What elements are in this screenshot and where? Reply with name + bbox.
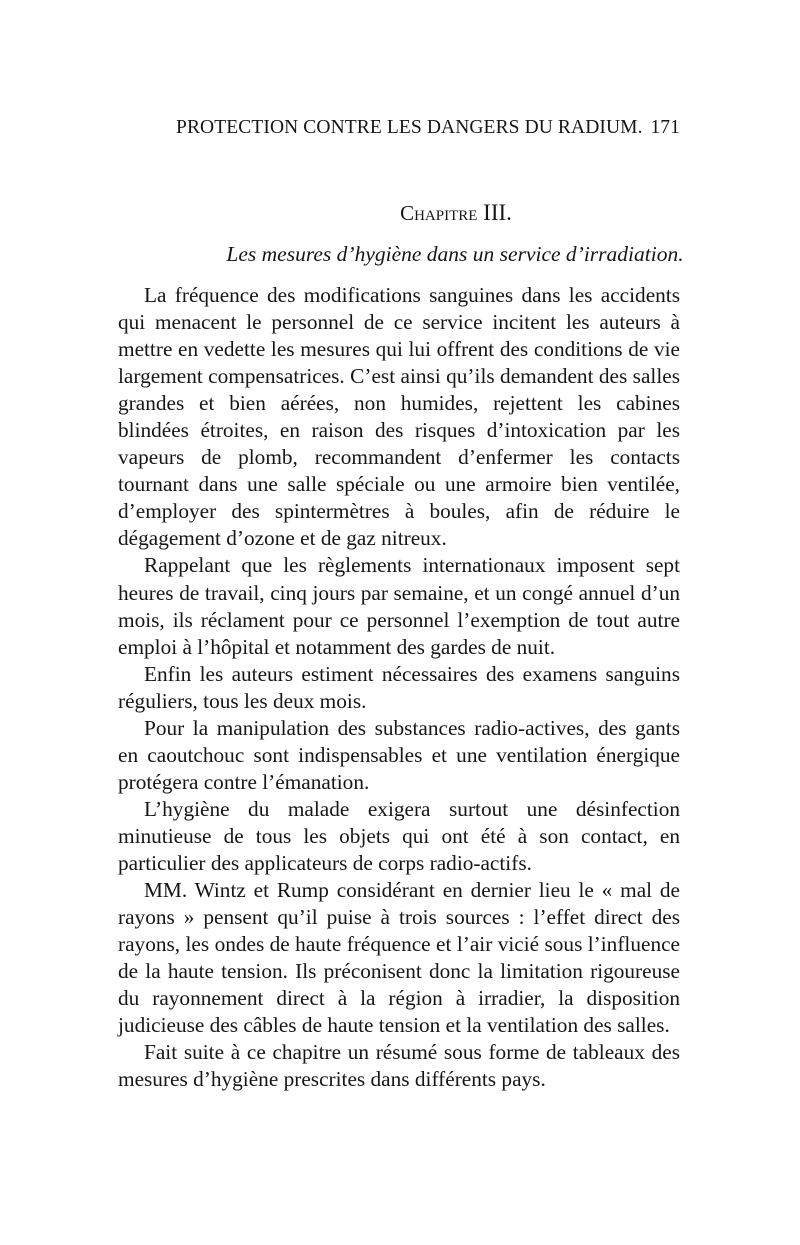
body-text [118, 282, 680, 1093]
paragraph: Pour la manipulation des substances radio-actives, des gants en caoutchouc sont indispensables et une ventilation énergique protégera contre l’émanation. [118, 715, 680, 794]
running-head-title: PROTECTION CONTRE LES DANGERS DU RADIUM. [176, 117, 643, 138]
paragraph: L’hygiène du malade exigera surtout une désinfection minutieuse de tous les objets qui ont été à son contact, en particulier des applicateurs de corps radio-actifs. [118, 796, 680, 875]
paragraph: La fréquence des modifications sanguines dans les accidents qui menacent le personnel de ce service incitent les auteurs à mettre en vedette les mesures qui lui offrent des conditions de vie largement compensatrices. C’est ainsi qu’ils demandent des salles grandes et bien aérées, non humides, rejettent les cabines blindées étroites, en raison des risques d’intoxication par les vapeurs de plomb, recommandent d’enfermer les contacts tournant dans une salle spéciale ou une armoire bien ventilée, d’employer des spintermètres à boules, afin de réduire le dégagement d’ozone et de gaz nitreux. [118, 283, 680, 551]
chapter-heading [0, 196, 800, 230]
paragraph: Enfin les auteurs estiment nécessaires des examens sanguins réguliers, tous les deux mois. [118, 661, 680, 713]
chapter-number: III. [483, 200, 512, 225]
paragraph: Rappelant que les règlements internationaux imposent sept heures de travail, cinq jours par semaine, et un congé annuel d’un mois, ils réclament pour ce personnel l’exemption de tout autre emploi à l’hôpital et notamment des gardes de nuit. [118, 553, 680, 659]
chapter-label: Chapitre [400, 201, 478, 225]
paragraph: Fait suite à ce chapitre un résumé sous forme de tableaux des mesures d’hygiène prescrites dans différents pays. [118, 1040, 680, 1092]
page-number: 171 [650, 117, 680, 138]
paragraph: MM. Wintz et Rump considérant en dernier lieu le « mal de rayons » pensent qu’il puise à trois sources : l’effet direct des rayons, les ondes de haute fréquence et l’air vicié sous l’influence de la haute tension. Ils préconisent donc la limitation rigoureuse du rayonnement direct à la région à irradier, la disposition judicieuse des câbles de haute tension et la ventilation des salles. [118, 878, 680, 1038]
running-head [176, 113, 680, 143]
chapter-subtitle: Les mesures d’hygiène dans un service d’irradiation. [226, 242, 684, 266]
